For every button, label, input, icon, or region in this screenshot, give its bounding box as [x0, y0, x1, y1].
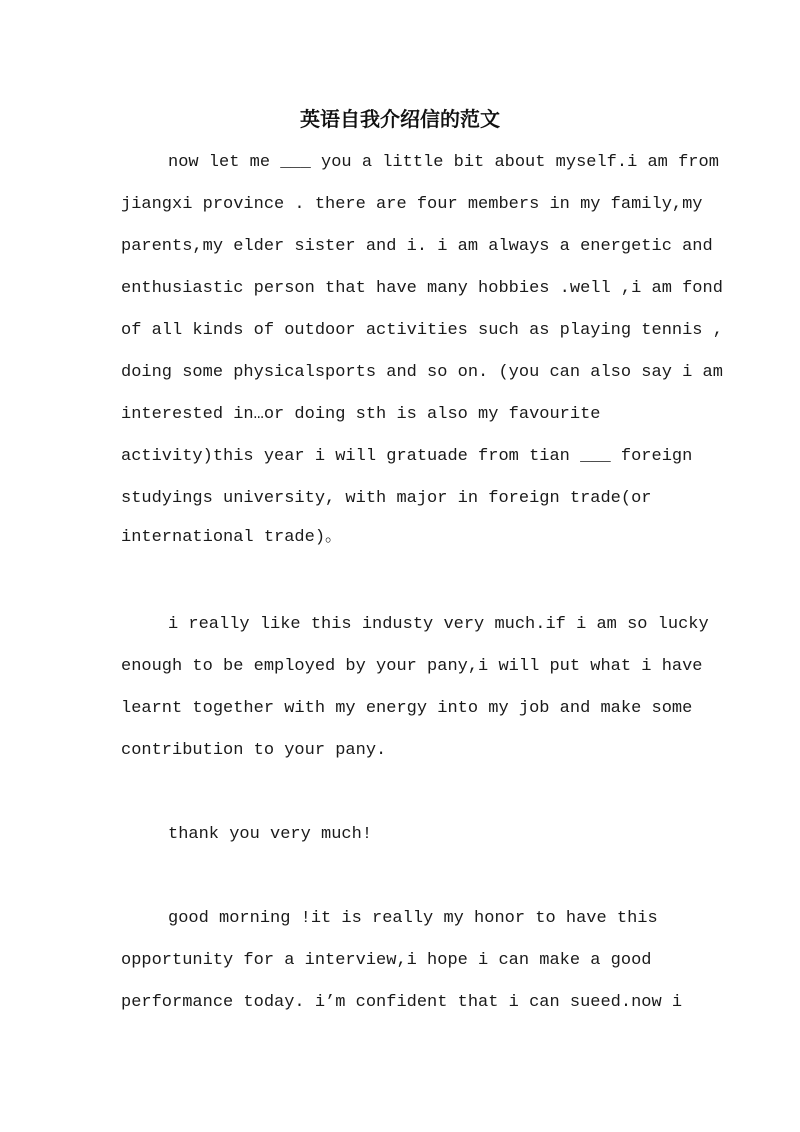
- text-line: learnt together with my energy into my job and make some: [121, 699, 693, 718]
- text-line: enough to be employed by your pany,i will put what i have: [121, 657, 703, 676]
- text-line: now let me ___ you a little bit about myself.i am from: [168, 153, 719, 172]
- text-line: contribution to your pany.: [121, 741, 387, 760]
- text-line: of all kinds of outdoor activities such as playing tennis ,: [121, 321, 723, 340]
- text-line: parents,my elder sister and i. i am always a energetic and: [121, 237, 713, 256]
- document-title: 英语自我介绍信的范文: [300, 107, 500, 131]
- text-line: thank you very much!: [168, 825, 373, 844]
- text-line: doing some physicalsports and so on. (you can also say i am: [121, 363, 723, 382]
- text-line: studyings university, with major in foreign trade(or: [121, 489, 652, 508]
- text-line: good morning !it is really my honor to have this: [168, 909, 658, 928]
- text-line: enthusiastic person that have many hobbies .well ,i am fond: [121, 279, 723, 298]
- text-line: interested in…or doing sth is also my favourite: [121, 405, 601, 424]
- text-line: opportunity for a interview,i hope i can make a good: [121, 951, 652, 970]
- text-line: performance today. i’m confident that i can sueed.now i: [121, 993, 683, 1012]
- text-line: activity)this year i will gratuade from tian ___ foreign: [121, 447, 693, 466]
- text-line: jiangxi province . there are four members in my family,my: [121, 195, 703, 214]
- text-line: international trade)。: [121, 528, 343, 547]
- text-line: i really like this industy very much.if i am so lucky: [168, 615, 709, 634]
